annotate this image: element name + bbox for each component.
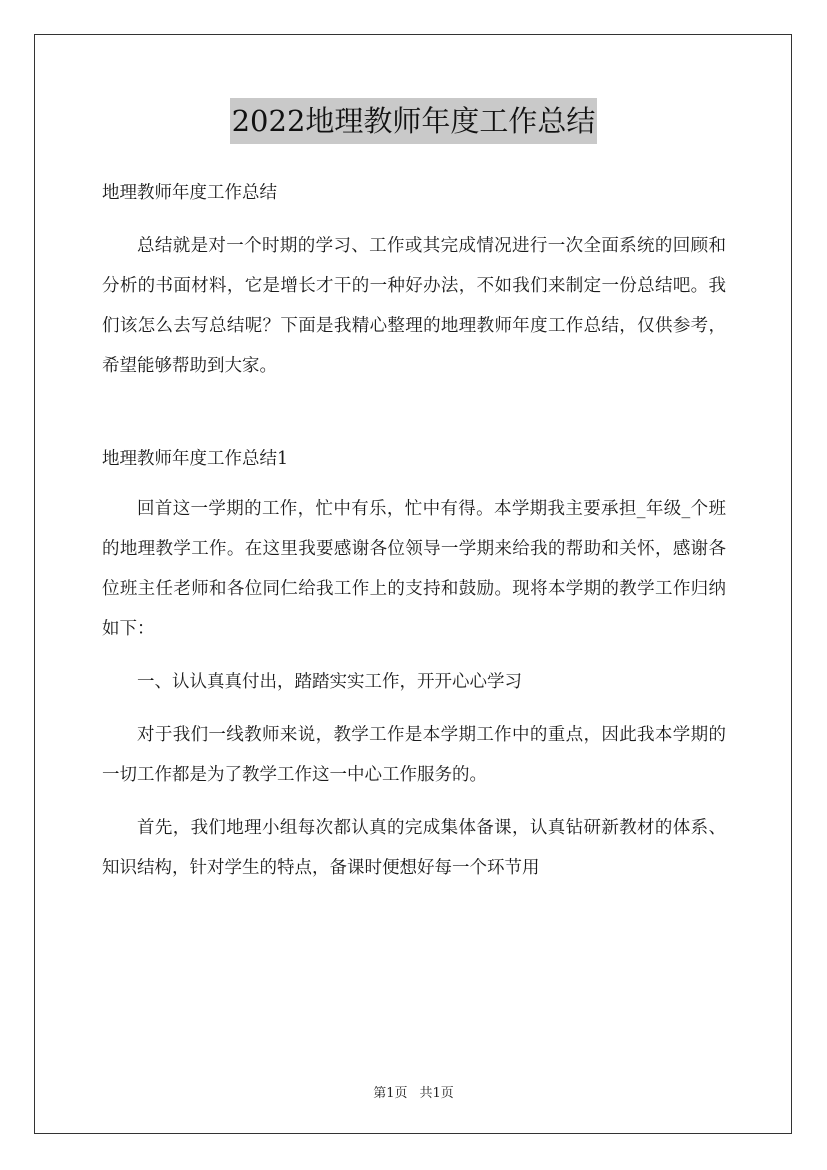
document-title: 2022地理教师年度工作总结 xyxy=(230,98,598,144)
document-body xyxy=(102,173,726,888)
document-title-container xyxy=(0,98,827,144)
intro-paragraph: 总结就是对一个时期的学习、工作或其完成情况进行一次全面系统的回顾和分析的书面材料，它是增长才干的一种好办法，不如我们来制定一份总结吧。我们该怎么去写总结呢？下面是我精心整理的地理教师年度工作总结，仅供参考，希望能够帮助到大家。 xyxy=(102,236,726,376)
document-subtitle: 地理教师年度工作总结 xyxy=(102,183,277,203)
page-number: 第1页 xyxy=(373,1086,408,1101)
body-paragraph-heading: 一、认认真真付出，踏踏实实工作，开开心心学习 xyxy=(137,672,522,692)
body-paragraph: 回首这一学期的工作，忙中有乐，忙中有得。本学期我主要承担_年级_个班的地理教学工作。在这里我要感谢各位领导一学期来给我的帮助和关怀，感谢各位班主任老师和各位同仁给我工作上的支持和鼓励。现将本学期的教学工作归纳如下： xyxy=(102,499,726,639)
body-paragraph: 对于我们一线教师来说，教学工作是本学期工作中的重点，因此我本学期的一切工作都是为了教学工作这一中心工作服务的。 xyxy=(102,725,726,785)
section-heading: 地理教师年度工作总结1 xyxy=(102,449,289,469)
page-total: 共1页 xyxy=(419,1086,454,1101)
body-paragraph: 首先，我们地理小组每次都认真的完成集体备课，认真钻研新教材的体系、知识结构，针对学生的特点，备课时便想好每一个环节用 xyxy=(102,818,726,878)
page-footer xyxy=(0,1082,827,1101)
